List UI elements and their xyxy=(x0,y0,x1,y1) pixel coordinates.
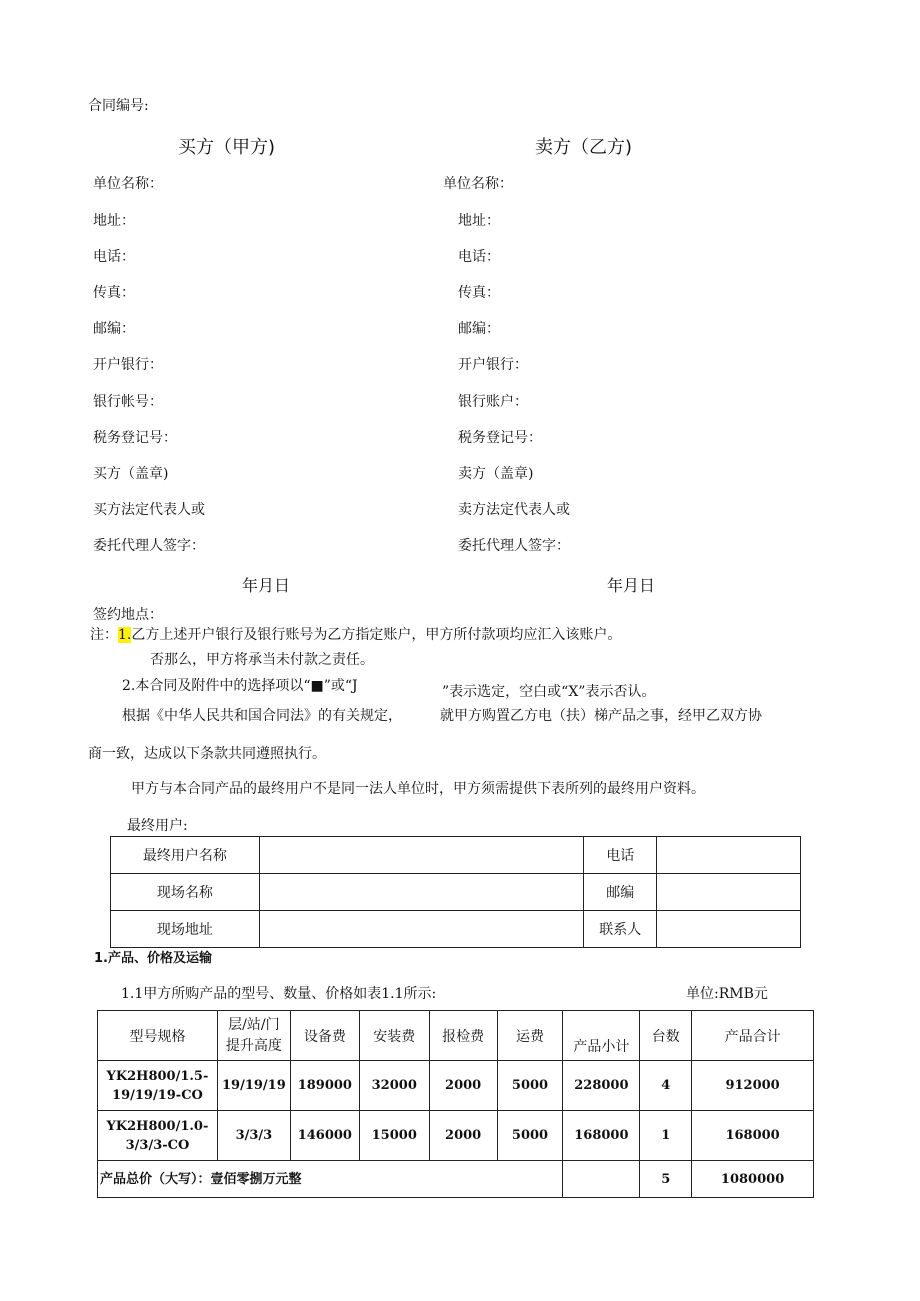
note-1-continued: 否那么，甲方将承当未付款之责任。 xyxy=(150,652,374,668)
note-1-text: 乙方上述开户银行及银行账号为乙方指定账户，甲方所付款项均应汇入该账户。 xyxy=(131,627,622,643)
header-quantity: 台数 xyxy=(640,1011,692,1061)
seller-postcode-label: 邮编： xyxy=(458,321,500,337)
seller-account-label: 银行账户： xyxy=(458,394,528,410)
paragraph-1-part-b: 就甲方购置乙方电（扶）梯产品之事，经甲乙双方协 xyxy=(440,708,762,724)
row-2-model-line1: YK2H800/1.0- xyxy=(106,1118,209,1134)
site-name-value[interactable] xyxy=(259,874,584,911)
header-equipment-fee: 设备费 xyxy=(290,1011,359,1061)
note-1-number: 1. xyxy=(118,627,132,643)
header-inspection-fee: 报检费 xyxy=(429,1011,497,1061)
row-2-floors: 3/3/3 xyxy=(217,1111,290,1161)
row-1-subtotal: 228000 xyxy=(563,1061,640,1111)
summary-quantity: 5 xyxy=(640,1161,692,1198)
table-row xyxy=(111,911,801,948)
site-address-label: 现场地址 xyxy=(111,911,260,948)
buyer-seal-label: 买方（盖章) xyxy=(93,466,169,482)
total-price-in-words: 产品总价（大写）：壹佰零捌万元整 xyxy=(98,1161,563,1198)
buyer-company-name-label: 单位名称： xyxy=(93,176,163,192)
buyer-signature-label: 委托代理人签字： xyxy=(93,538,205,554)
table-row xyxy=(98,1061,814,1111)
contract-number-label: 合同编号: xyxy=(88,98,149,114)
row-1-installation-fee: 32000 xyxy=(359,1061,429,1111)
buyer-date: 年月日 xyxy=(242,576,291,595)
buyer-account-label: 银行帐号： xyxy=(93,394,163,410)
currency-unit: 单位:RMB元 xyxy=(686,986,768,1002)
buyer-address-label: 地址： xyxy=(93,213,135,229)
row-2-installation-fee: 15000 xyxy=(359,1111,429,1161)
row-2-model-line2: 3/3/3-CO xyxy=(125,1137,190,1153)
row-1-model-line2: 19/19/19-CO xyxy=(112,1087,203,1103)
end-user-phone-label: 电话 xyxy=(584,837,657,874)
row-1-freight: 5000 xyxy=(497,1061,563,1111)
row-1-total: 912000 xyxy=(692,1061,814,1111)
header-subtotal: 产品小计 xyxy=(563,1011,640,1061)
buyer-postcode-label: 邮编： xyxy=(93,321,135,337)
postcode-label: 邮编 xyxy=(584,874,657,911)
note-2-part-b: ”表示选定，空白或“X”表示否认。 xyxy=(442,684,656,700)
end-user-phone-value[interactable] xyxy=(657,837,801,874)
row-1-inspection-fee: 2000 xyxy=(429,1061,497,1111)
seller-tax-label: 税务登记号： xyxy=(458,430,542,446)
table-row xyxy=(111,874,801,911)
end-user-label: 最终用户: xyxy=(127,818,188,834)
buyer-bank-label: 开户银行： xyxy=(93,357,163,373)
header-freight: 运费 xyxy=(497,1011,563,1061)
row-1-model-line1: YK2H800/1.5- xyxy=(106,1068,209,1084)
seller-company-name-label: 单位名称： xyxy=(443,176,513,192)
row-1-equipment-fee: 189000 xyxy=(290,1061,359,1111)
header-floors xyxy=(217,1011,290,1061)
header-total: 产品合计 xyxy=(692,1011,814,1061)
header-floors-line1: 层/站/门 xyxy=(228,1016,280,1033)
buyer-tax-label: 税务登记号： xyxy=(93,430,177,446)
end-user-table xyxy=(110,836,801,948)
summary-subtotal-empty xyxy=(563,1161,640,1198)
end-user-name-value[interactable] xyxy=(259,837,584,874)
section-1-1-text: 1.1甲方所购产品的型号、数量、价格如表1.1所示: xyxy=(121,986,437,1002)
end-user-name-label: 最终用户名称 xyxy=(111,837,260,874)
table-summary-row xyxy=(98,1161,814,1198)
row-1-floors: 19/19/19 xyxy=(217,1061,290,1111)
row-2-model xyxy=(98,1111,218,1161)
seller-representative-label: 卖方法定代表人或 xyxy=(458,502,570,518)
postcode-value[interactable] xyxy=(657,874,801,911)
note-prefix: 注： xyxy=(90,627,118,643)
product-table xyxy=(97,1010,814,1198)
seller-seal-label: 卖方（盖章) xyxy=(458,466,534,482)
contact-value[interactable] xyxy=(657,911,801,948)
buyer-phone-label: 电话： xyxy=(93,249,135,265)
row-2-total: 168000 xyxy=(692,1111,814,1161)
section-1-title: 1.产品、价格及运输 xyxy=(94,951,212,966)
paragraph-1-part-a: 根据《中华人民共和国合同法》的有关规定， xyxy=(122,708,402,724)
note-2-part-a: 2.本合同及附件中的选择项以“■”或“J xyxy=(122,678,358,694)
site-address-value[interactable] xyxy=(259,911,584,948)
buyer-fax-label: 传真： xyxy=(93,285,135,301)
seller-bank-label: 开户银行： xyxy=(458,357,528,373)
seller-title: 卖方（乙方) xyxy=(535,137,633,158)
header-model: 型号规格 xyxy=(98,1011,218,1061)
seller-signature-label: 委托代理人签字： xyxy=(458,538,570,554)
row-2-freight: 5000 xyxy=(497,1111,563,1161)
seller-address-label: 地址： xyxy=(458,213,500,229)
seller-phone-label: 电话： xyxy=(458,249,500,265)
table-row xyxy=(111,837,801,874)
row-2-inspection-fee: 2000 xyxy=(429,1111,497,1161)
row-1-quantity: 4 xyxy=(640,1061,692,1111)
contact-label: 联系人 xyxy=(584,911,657,948)
sign-place-label: 签约地点： xyxy=(93,607,163,623)
row-2-quantity: 1 xyxy=(640,1111,692,1161)
row-1-model xyxy=(98,1061,218,1111)
paragraph-2: 甲方与本合同产品的最终用户不是同一法人单位时，甲方须需提供下表所列的最终用户资料。 xyxy=(131,781,705,797)
paragraph-1-part-c: 商一致，达成以下条款共同遵照执行。 xyxy=(88,746,326,762)
header-floors-line2: 提升高度 xyxy=(225,1037,282,1054)
summary-total: 1080000 xyxy=(692,1161,814,1198)
row-2-subtotal: 168000 xyxy=(563,1111,640,1161)
buyer-title: 买方（甲方) xyxy=(178,137,276,158)
seller-fax-label: 传真： xyxy=(458,285,500,301)
header-installation-fee: 安装费 xyxy=(359,1011,429,1061)
note-1 xyxy=(90,626,621,644)
row-2-equipment-fee: 146000 xyxy=(290,1111,359,1161)
table-header-row xyxy=(98,1011,814,1061)
seller-date: 年月日 xyxy=(607,576,656,595)
table-row xyxy=(98,1111,814,1161)
buyer-representative-label: 买方法定代表人或 xyxy=(93,502,205,518)
site-name-label: 现场名称 xyxy=(111,874,260,911)
